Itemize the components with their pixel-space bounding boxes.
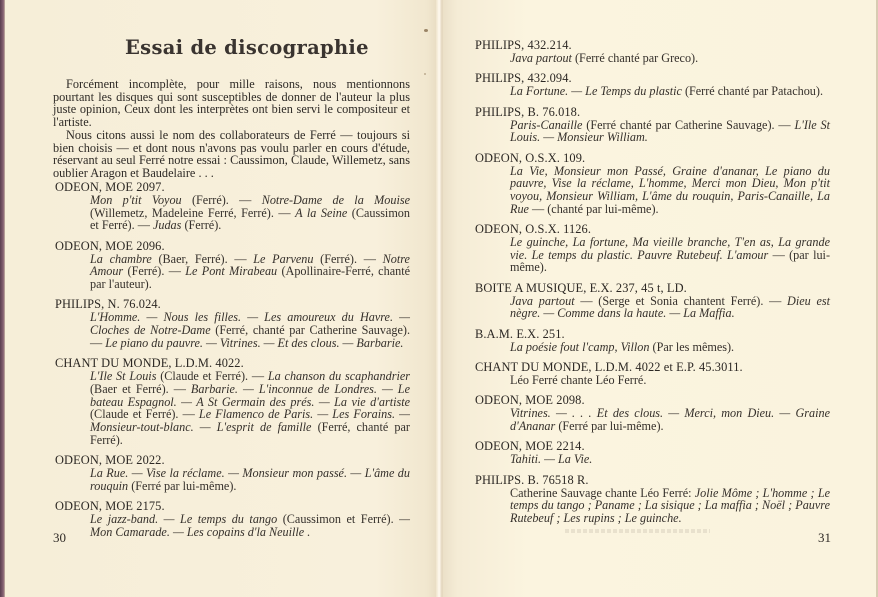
track-list — [510, 119, 830, 144]
record-label: PHILIPS, 432.094. — [475, 71, 572, 86]
page-number-left: 30 — [53, 530, 66, 545]
track-list — [510, 52, 830, 65]
discography-entry — [475, 223, 830, 274]
track-list — [510, 165, 830, 216]
song-title: Notre-Dame de la Mouise — [261, 193, 410, 207]
credit-text: (Ferré, chanté par Ferré). — [90, 419, 410, 447]
song-title: Le guinche, La fortune, Ma vieille branche, T'en as, La grande vie. Le temps du plastic. Pauvre Rutebeuf. L'amour — [510, 235, 830, 262]
discography-entry — [55, 298, 410, 349]
song-title: L'Ile St Louis — [90, 369, 157, 384]
song-title: Judas — [152, 218, 182, 233]
credit-text: (Apollinaire-Ferré, chanté par l'auteur). — [90, 264, 410, 292]
song-title: Java partout — [510, 293, 575, 308]
paper-speck — [424, 29, 428, 32]
track-list — [510, 374, 830, 387]
track-list — [90, 253, 410, 291]
record-label: ODEON, MOE 2098. — [475, 393, 585, 408]
record-label: ODEON, MOE 2022. — [55, 452, 165, 467]
song-title: Notre Amour — [90, 251, 410, 279]
record-label: ODEON, O.S.X. 109. — [475, 150, 586, 165]
credit-text: (Ferré chanté par Patachou). — [681, 84, 823, 99]
song-title: Le Flamenco de Paris. — Les Forains. — Monsieur-tout-blanc. — L'esprit de famille — [90, 407, 410, 434]
page-title: Essai de discographie — [125, 36, 369, 59]
credit-text: (Ferré). — [181, 218, 222, 233]
credit-text: (Ferré). — — [313, 251, 383, 266]
discography-entry — [475, 72, 830, 98]
song-title: La poésie fout l'camp, Villon — [510, 339, 650, 354]
credit-text: — (Serge et Sonia chantent Ferré). — — [574, 293, 788, 308]
credit-text: (Ferré chanté par Greco). — [571, 51, 699, 65]
credit-text: Léo Ferré chante Léo Ferré. — [510, 373, 647, 387]
record-label: ODEON, MOE 2214. — [475, 439, 585, 454]
song-title: Jolie Môme ; L'homme ; Le temps du tango ; Paname ; La sisique ; La maffia ; Noël ; Pauvre Rutebeuf ; Les rupins ; Le guinche. — [510, 485, 831, 525]
track-list — [510, 407, 830, 432]
record-label: ODEON, MOE 2097. — [55, 180, 165, 194]
track-list — [510, 341, 830, 354]
intro-text — [53, 78, 410, 180]
discography-entry — [55, 500, 410, 538]
discography-entry — [55, 240, 410, 291]
credit-text: (Ferré). — — [181, 193, 262, 207]
record-label: CHANT DU MONDE, L.D.M. 4022. — [55, 356, 244, 371]
credit-text: (Claude et Ferré). — — [156, 369, 268, 384]
record-label: CHANT DU MONDE, L.D.M. 4022 et E.P. 45.3011. — [475, 360, 743, 374]
credit-text: (Ferré, chanté par Catherine Sauvage). — — [90, 323, 411, 350]
song-title: L'Ile St Louis. — Monsieur William. — [510, 117, 830, 145]
credit-text: (Claude et Ferré). — — [90, 407, 199, 422]
record-label: ODEON, MOE 2175. — [55, 498, 165, 513]
track-list — [90, 194, 410, 232]
credit-text: (Baer, Ferré). — — [151, 251, 254, 266]
credit-text: — (chanté par lui-même). — [528, 201, 659, 216]
discography-entry — [475, 328, 830, 354]
track-list — [510, 453, 830, 466]
song-title: A la Seine — [295, 205, 348, 220]
record-label: PHILIPS. B. 76518 R. — [475, 472, 589, 487]
page-number-right: 31 — [818, 530, 831, 545]
discography-entry — [475, 282, 830, 320]
credit-text: (Caussimon et Ferré). — [277, 511, 400, 526]
record-label: ODEON, O.S.X. 1126. — [475, 222, 592, 236]
track-list — [510, 236, 830, 274]
discography-entry — [475, 361, 830, 387]
discography-list-left — [55, 181, 410, 546]
record-label: BOITE A MUSIQUE, E.X. 237, 45 t, LD. — [475, 280, 687, 295]
song-title: La chanson du scaphandrier — [267, 369, 410, 384]
song-title: Mon p'tit Voyou — [90, 193, 182, 207]
song-title: L'Homme. — Nous les filles. — Les amoureux du Havre. — Cloches de Notre-Dame — [90, 310, 410, 338]
discography-entry — [55, 357, 410, 446]
credit-text: (Caussimon et Ferré). — — [90, 205, 410, 233]
record-label: ODEON, MOE 2096. — [55, 238, 165, 253]
song-title: — Mon Camarade. — Les copains d'la Neuille . — [90, 511, 410, 539]
intro-paragraph: Nous citons aussi le nom des collaborateurs de Ferré — toujours si bien choisis — et dont nous n'avons pas voulu parler en cours d'étude, réservant au seul Ferré notre essai : Caussimon, Claude, Willemetz, sans oublier Aragon et Baudelaire . . . — [53, 127, 410, 180]
discography-list-right — [475, 39, 830, 532]
track-list — [510, 295, 830, 320]
song-title: La Rue. — Vise la réclame. — Monsieur mon passé. — L'âme du rouquin — [90, 465, 410, 493]
show-through-text — [565, 529, 710, 533]
credit-text: (Willemetz, Madeleine Ferré, Ferré). — — [90, 205, 296, 220]
record-label: PHILIPS, 432.214. — [475, 38, 572, 52]
track-list — [510, 85, 830, 98]
song-title: Le jazz-band. — Le temps du tango — [90, 511, 278, 526]
credit-text: (Ferré). — — [123, 264, 186, 279]
record-label: PHILIPS, B. 76.018. — [475, 104, 581, 119]
track-list — [90, 513, 410, 538]
discography-entry — [55, 181, 410, 232]
song-title: Barbarie. — L'inconnue de Londres. — Le bateau Espagnol. — A St Germain des prés. — La vie d'artiste — [90, 381, 410, 409]
credit-text: (Ferré chanté par Catherine Sauvage). — — [582, 117, 795, 132]
song-title: La Fortune. — Le Temps du plastic — [510, 84, 682, 99]
discography-entry — [475, 440, 830, 466]
track-list — [90, 467, 410, 492]
track-list — [90, 370, 410, 446]
song-title: Dieu est nègre. — Comme dans la haute. — La Maffia. — [510, 293, 830, 321]
song-title: Tahiti. — La Vie. — [510, 452, 593, 467]
cover-edge — [0, 0, 5, 597]
discography-entry — [475, 106, 830, 144]
credit-text: (Par les mêmes). — [649, 339, 735, 354]
record-label: PHILIPS, N. 76.024. — [55, 297, 161, 312]
credit-text: Catherine Sauvage chante Léo Ferré: — [510, 485, 695, 500]
song-title: Le piano du pauvre. — Vitrines. — Et des clous. — Barbarie. — [105, 335, 404, 350]
song-title: Vitrines. — . . . Et des clous. — Merci, mon Dieu. — Graine d'Ananar — [510, 406, 830, 433]
song-title: Le Parvenu — [253, 251, 314, 266]
discography-entry — [475, 394, 830, 432]
credit-text: (Ferré par lui-même). — [555, 419, 664, 433]
intro-paragraph: Forcément incomplète, pour mille raisons, nous mentionnons pourtant les disques qui sont susceptibles de donner de l'auteur la plus juste opinion, Ceux dont les interprètes ont bien servi le compositeur et l'artiste. — [53, 77, 410, 130]
credit-text: (Ferré par lui-même). — [128, 478, 237, 493]
song-title: Paris-Canaille — [510, 117, 583, 132]
track-list — [510, 487, 830, 525]
credit-text: — (par lui-même). — [510, 247, 831, 275]
credit-text: (Baer et Ferré). — — [90, 381, 191, 396]
song-title: La Vie, Monsieur mon Passé, Graine d'ananar, Le piano du pauvre, Vise la réclame, L'homme, Merci mon Dieu, Mon p'tit voyou, Monsieur William, L'âme du rouquin, Paris-Canaille, La Rue — [510, 163, 830, 216]
discography-entry — [475, 474, 830, 525]
discography-entry — [55, 454, 410, 492]
song-title: La chambre — [90, 251, 152, 266]
song-title: Java partout — [510, 51, 572, 65]
track-list — [90, 311, 410, 349]
record-label: B.A.M. E.X. 251. — [475, 326, 565, 341]
book-gutter — [436, 0, 444, 597]
song-title: Le Pont Mirabeau — [185, 264, 278, 279]
discography-entry — [475, 152, 830, 216]
discography-entry — [475, 39, 830, 65]
paper-speck — [424, 73, 426, 75]
